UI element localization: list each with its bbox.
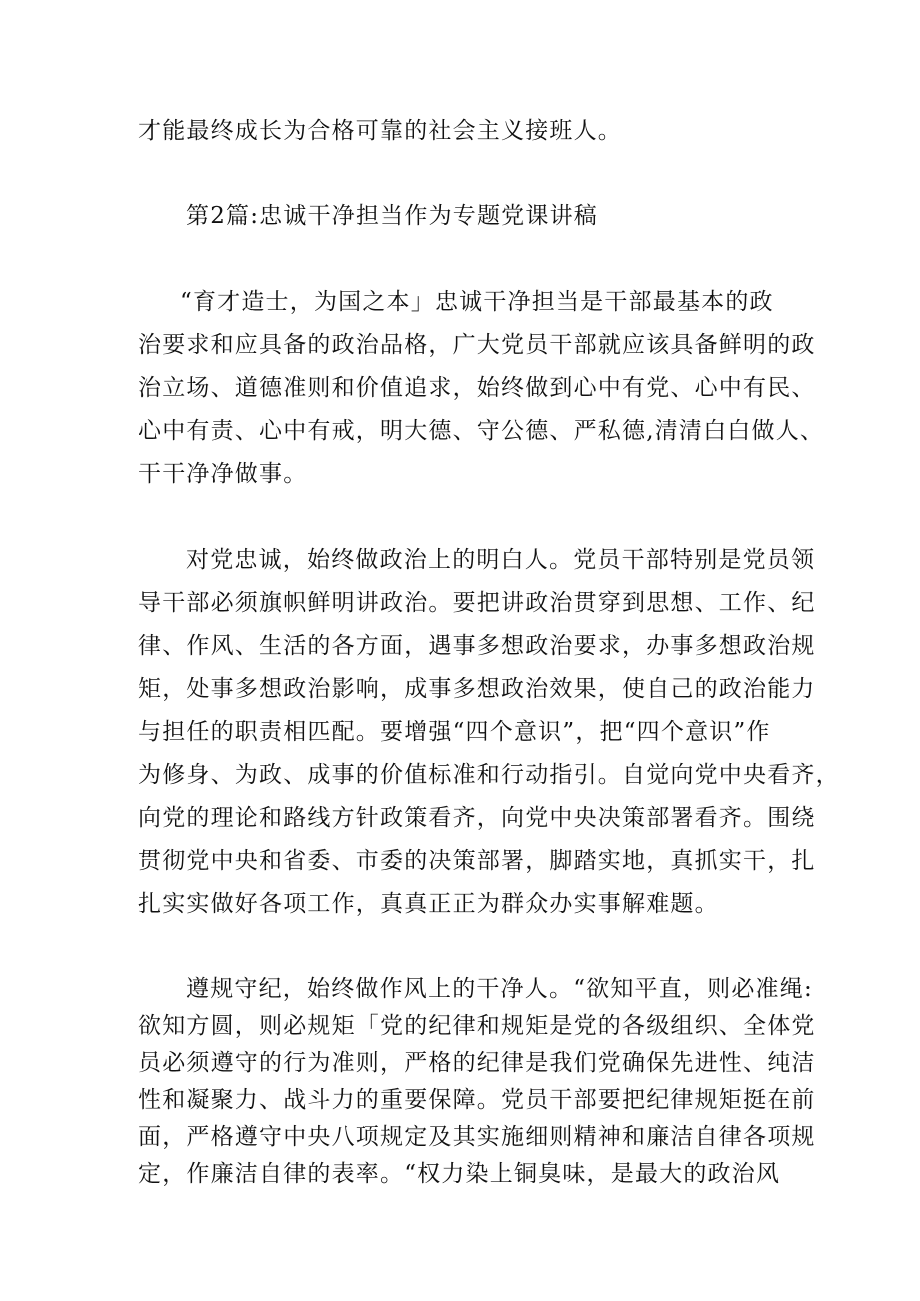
paragraph-line: 心中有责、心中有戒，明大德、守公德、严私德,清清白白做人、 <box>138 418 825 444</box>
paragraph-line: 对党忠诚，始终做政治上的明白人。党员干部特别是党员领 <box>186 547 816 573</box>
paragraph-line: 遵规守纪，始终做作风上的干净人。“欲知平直，则必准绳: <box>186 976 813 1002</box>
paragraph-line: 导干部必须旗帜鲜明讲政治。要把讲政治贯穿到思想、工作、纪 <box>138 590 816 616</box>
paragraph-line: 干干净净做事。 <box>138 461 308 487</box>
paragraph-line: 员必须遵守的行为准则，严格的纪律是我们党确保先进性、纯洁 <box>138 1050 816 1076</box>
paragraph-line: 与担任的职责相匹配。要增强“四个意识”，把“四个意识”作 <box>138 719 771 745</box>
paragraph-line: 治立场、道德准则和价值追求，始终做到心中有党、心中有民、 <box>138 375 816 401</box>
paragraph-line: 律、作风、生活的各方面，遇事多想政治要求，办事多想政治规 <box>138 633 816 659</box>
paragraph-line: 面，严格遵守中央八项规定及其实施细则精神和廉洁自律各项规 <box>138 1124 816 1150</box>
paragraph-line: 治要求和应具备的政治品格，广大党员干部就应该具备鲜明的政 <box>138 332 816 358</box>
section-heading: 第2篇:忠诚干净担当作为专题党课讲稿 <box>186 203 598 229</box>
paragraph-line: 向党的理论和路线方针政策看齐，向党中央决策部署看齐。围绕 <box>138 805 816 831</box>
paragraph-line: 矩，处事多想政治影响，成事多想政治效果，使自己的政治能力 <box>138 676 816 702</box>
paragraph-line: 扎实实做好各项工作，真真正正为群众办实事解难题。 <box>138 891 719 917</box>
paragraph-line: 性和凝聚力、战斗力的重要保障。党员干部要把纪律规矩挺在前 <box>138 1087 816 1113</box>
paragraph-line: “育才造士，为国之本」忠诚干净担当是干部最基本的政 <box>180 289 774 315</box>
paragraph-line: 贯彻党中央和省委、市委的决策部署，脚踏实地，真抓实干，扎 <box>138 848 816 874</box>
paragraph-line: 欲知方圆，则必规矩「党的纪律和规矩是党的各级组织、全体党 <box>138 1013 816 1039</box>
paragraph-line: 为修身、为政、成事的价值标准和行动指引。自觉向党中央看齐， <box>138 762 840 788</box>
continuation-line: 才能最终成长为合格可靠的社会主义接班人。 <box>138 118 622 144</box>
paragraph-line: 定，作廉洁自律的表率。“权力染上铜臭味，是最大的政治风 <box>138 1161 781 1187</box>
